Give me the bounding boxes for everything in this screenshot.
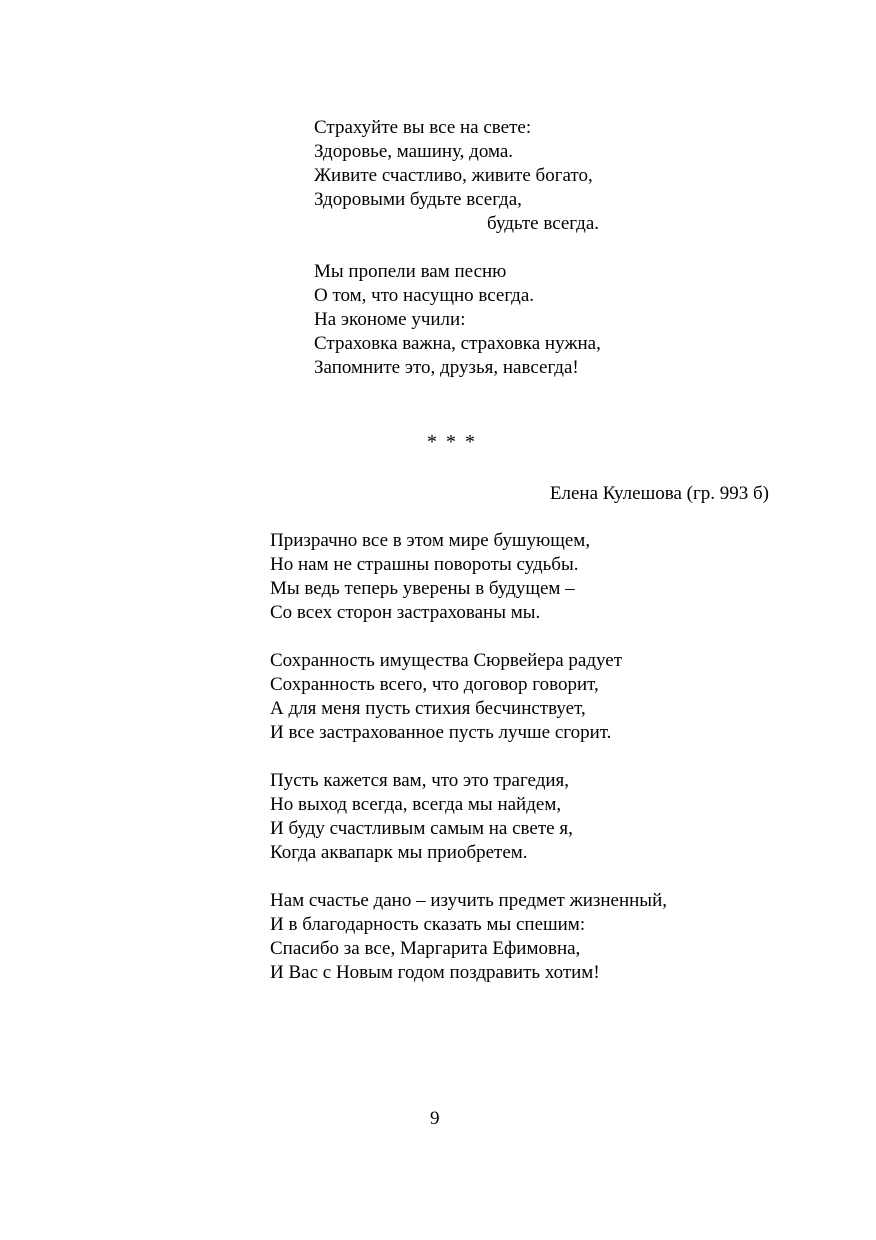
poem-line: Сохранность имущества Сюрвейера радует bbox=[270, 650, 622, 671]
poem-line: Нам счастье дано – изучить предмет жизненный, bbox=[270, 890, 667, 911]
poem-line: И Вас с Новым годом поздравить хотим! bbox=[270, 962, 600, 983]
poem-line: Когда аквапарк мы приобретем. bbox=[270, 842, 528, 863]
poem-line: Со всех сторон застрахованы мы. bbox=[270, 602, 541, 623]
poem-line: О том, что насущно всегда. bbox=[314, 285, 535, 306]
poem1-stanza-1 bbox=[314, 116, 599, 236]
poem2-stanza-1 bbox=[270, 529, 590, 625]
poem2-stanza-2 bbox=[270, 649, 622, 745]
poem-line: Живите счастливо, живите богато, bbox=[314, 165, 593, 186]
poem-line: Пусть кажется вам, что это трагедия, bbox=[270, 770, 570, 791]
poem-line: И все застрахованное пусть лучше сгорит. bbox=[270, 722, 612, 743]
poem-line: И буду счастливым самым на свете я, bbox=[270, 818, 573, 839]
poem-line: Страховка важна, страховка нужна, bbox=[314, 333, 601, 354]
poem-line: Здоровыми будьте всегда, bbox=[314, 189, 522, 210]
poem-line: Спасибо за все, Маргарита Ефимовна, bbox=[270, 938, 581, 959]
poem-line: Призрачно все в этом мире бушующем, bbox=[270, 530, 591, 551]
poem-line: А для меня пусть стихия бесчинствует, bbox=[270, 698, 586, 719]
poem-line: И в благодарность сказать мы спешим: bbox=[270, 914, 586, 935]
page-number: 9 bbox=[430, 1108, 440, 1129]
poem-line-refrain: будьте всегда. bbox=[487, 213, 599, 234]
poem1-stanza-2 bbox=[314, 260, 601, 380]
poem-line: Но нам не страшны повороты судьбы. bbox=[270, 554, 579, 575]
poem-line: Но выход всегда, всегда мы найдем, bbox=[270, 794, 562, 815]
poem-line: Сохранность всего, что договор говорит, bbox=[270, 674, 599, 695]
section-separator: * * * bbox=[427, 431, 477, 453]
author-credit: Елена Кулешова (гр. 993 б) bbox=[549, 483, 769, 504]
poem-line: Запомните это, друзья, навсегда! bbox=[314, 357, 579, 378]
poem-line: Мы пропели вам песню bbox=[314, 261, 507, 282]
poem-line: Страхуйте вы все на свете: bbox=[314, 117, 532, 138]
poem2-stanza-4 bbox=[270, 889, 667, 985]
poem-line: Мы ведь теперь уверены в будущем – bbox=[270, 578, 575, 599]
poem2-stanza-3 bbox=[270, 769, 573, 865]
poem-line: Здоровье, машину, дома. bbox=[314, 141, 514, 162]
poem-line: На экономе учили: bbox=[314, 309, 466, 330]
